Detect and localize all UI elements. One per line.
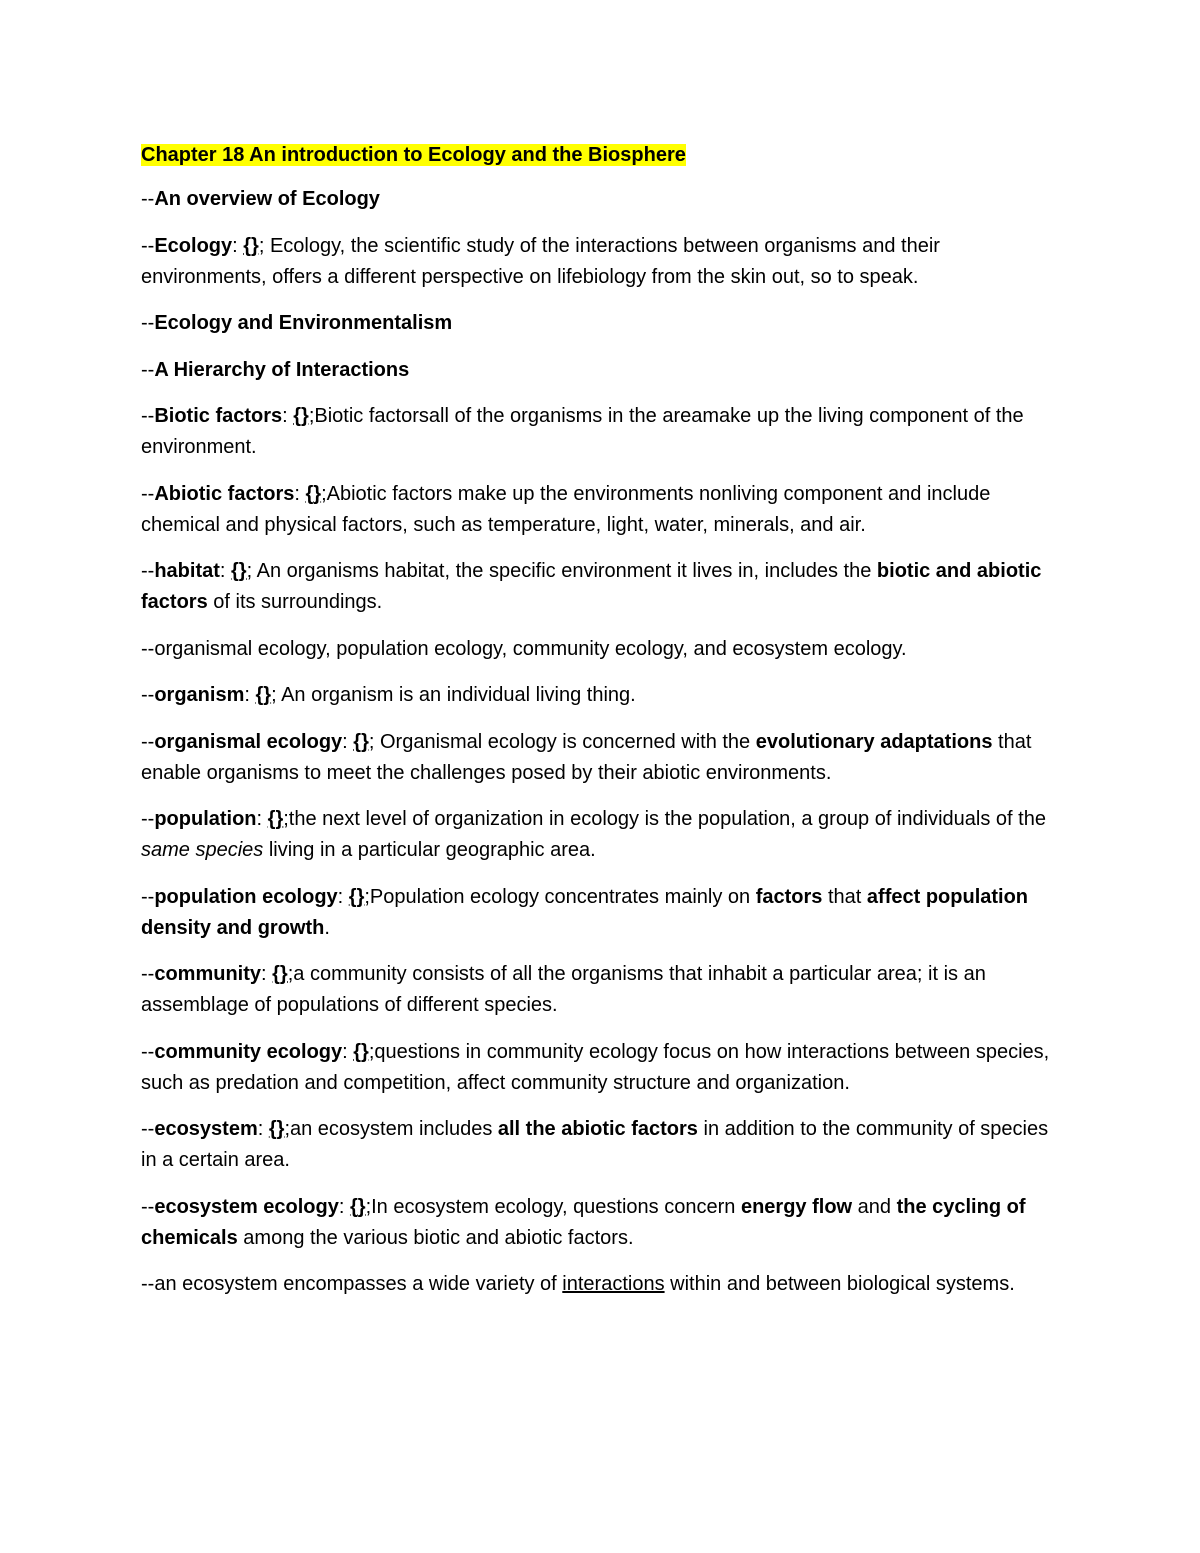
text-segment: ecosystem — [154, 1118, 258, 1140]
text-segment: affect population density and growth — [141, 885, 1029, 939]
text-segment: -- — [141, 963, 155, 985]
text-segment: {} — [231, 560, 247, 582]
text-segment: Abiotic factors — [154, 482, 295, 505]
para-biotic-factors — [141, 401, 1066, 463]
para-community — [141, 959, 1066, 1021]
text-segment: Biotic factors — [154, 405, 283, 427]
text-segment: ecosystem ecology — [154, 1195, 339, 1218]
text-segment: ;In ecosystem ecology, questions concern — [365, 1195, 741, 1218]
text-segment: Ecology and Environmentalism — [154, 312, 453, 334]
text-segment: : — [338, 1195, 350, 1218]
heading-hierarchy — [141, 355, 1066, 386]
text-segment: habitat — [154, 560, 220, 582]
para-ecosystem-ecology — [141, 1192, 1066, 1254]
text-segment: {} — [353, 1040, 369, 1063]
text-segment: {} — [305, 482, 322, 505]
text-segment: ; Organismal ecology is concerned with the — [368, 730, 756, 753]
text-segment: -- — [141, 684, 155, 706]
text-segment: in addition to the community of species in a certain area. — [141, 1118, 1049, 1171]
text-segment: living in a particular geographic area. — [263, 839, 596, 861]
text-segment: -- — [141, 358, 155, 381]
text-segment: : — [244, 684, 256, 706]
text-segment: : — [219, 560, 232, 582]
text-segment: population ecology — [154, 885, 338, 908]
document-body — [141, 184, 1066, 1300]
text-segment: ;a community consists of all the organisms that inhabit a particular area; it is an assemblage of populations of different species. — [141, 963, 986, 1016]
text-segment: {} — [293, 405, 309, 427]
text-segment: that — [822, 885, 867, 908]
text-segment: -- — [141, 808, 155, 830]
text-segment: that enable organisms to meet the challenges posed by their abiotic environments. — [141, 730, 1032, 784]
heading-overview — [141, 184, 1066, 215]
text-segment: : — [282, 405, 294, 427]
text-segment: all the abiotic factors — [497, 1118, 698, 1140]
text-segment: -- — [141, 885, 155, 908]
text-segment: {} — [268, 1118, 285, 1140]
text-segment: among the various biotic and abiotic factors. — [237, 1226, 634, 1249]
text-segment: population — [154, 808, 257, 830]
text-segment: energy flow — [740, 1195, 853, 1218]
text-segment: {} — [353, 730, 369, 753]
text-segment: same species — [141, 839, 264, 861]
text-segment: ;an ecosystem includes — [284, 1118, 498, 1140]
text-segment: community — [154, 963, 262, 985]
text-segment: factors — [755, 885, 823, 908]
para-ecology-levels — [141, 634, 1066, 665]
para-abiotic-factors — [141, 479, 1066, 541]
para-population — [141, 804, 1066, 866]
para-ecosystem — [141, 1114, 1066, 1176]
text-segment: --organismal ecology, population ecology, community ecology, and ecosystem ecology. — [141, 637, 907, 660]
text-segment: -- — [141, 560, 155, 582]
text-segment: organismal ecology — [154, 730, 343, 753]
text-segment: --an ecosystem encompasses a wide variety of — [141, 1273, 563, 1295]
text-segment: -- — [141, 1195, 155, 1218]
text-segment: ;questions in community ecology focus on how interactions between species, such as predation and competition, affect community structure and organization. — [141, 1040, 1050, 1094]
text-segment: : — [294, 482, 306, 505]
text-segment: ; An organism is an individual living thing. — [271, 684, 636, 706]
text-segment: {} — [255, 684, 272, 706]
title-highlight: Chapter 18 An introduction to Ecology and the Biosphere — [141, 144, 686, 166]
text-segment: organism — [154, 684, 245, 706]
text-segment: : — [342, 1040, 354, 1063]
para-population-ecology — [141, 882, 1066, 944]
heading-environmentalism — [141, 308, 1066, 339]
text-segment: {} — [267, 808, 284, 830]
text-segment: ; Ecology, the scientific study of the interactions between organisms and their environments, offers a different perspective on lifebiology from the skin out, so to speak. — [141, 234, 940, 288]
text-segment: ;Abiotic factors make up the environments nonliving component and include chemical and physical factors, such as temperature, light, water, minerals, and air. — [141, 482, 991, 536]
text-segment: and — [852, 1195, 897, 1218]
text-segment: {} — [272, 963, 288, 985]
text-segment: -- — [141, 234, 155, 257]
para-organism — [141, 680, 1066, 711]
para-ecology — [141, 231, 1066, 293]
text-segment: : — [342, 730, 354, 753]
text-segment: -- — [141, 1118, 155, 1140]
text-segment: -- — [141, 405, 155, 427]
para-interactions — [141, 1269, 1066, 1300]
text-segment: : — [261, 963, 273, 985]
text-segment: evolutionary adaptations — [755, 730, 993, 753]
text-segment: An overview of Ecology — [154, 188, 380, 210]
text-segment: ; An organisms habitat, the specific environment it lives in, includes the — [246, 560, 877, 582]
document-page — [141, 140, 1066, 1316]
text-segment: -- — [141, 730, 155, 753]
para-habitat — [141, 556, 1066, 618]
text-segment: community ecology — [154, 1040, 343, 1063]
text-segment: : — [257, 1118, 269, 1140]
text-segment: -- — [141, 312, 155, 334]
text-segment: {} — [243, 234, 259, 257]
text-segment: : — [337, 885, 349, 908]
text-segment: ;Biotic factorsall of the organisms in the areamake up the living component of the environment. — [141, 405, 1024, 458]
document-title — [141, 140, 1066, 171]
text-segment: : — [232, 234, 244, 257]
text-segment: interactions — [562, 1273, 665, 1295]
text-segment: {} — [349, 1195, 366, 1218]
para-organismal-ecology — [141, 727, 1066, 789]
text-segment: . — [324, 916, 330, 939]
text-segment: {} — [348, 885, 365, 908]
text-segment: -- — [141, 482, 155, 505]
text-segment: the cycling of chemicals — [141, 1195, 1026, 1249]
text-segment: ;the next level of organization in ecology is the population, a group of individuals of the — [283, 808, 1046, 830]
text-segment: -- — [141, 188, 155, 210]
para-community-ecology — [141, 1037, 1066, 1099]
text-segment: -- — [141, 1040, 155, 1063]
text-segment: of its surroundings. — [207, 591, 383, 613]
text-segment: : — [256, 808, 268, 830]
text-segment: biotic and abiotic factors — [141, 560, 1042, 613]
text-segment: A Hierarchy of Interactions — [154, 358, 410, 381]
text-segment: ;Population ecology concentrates mainly on — [364, 885, 756, 908]
text-segment: within and between biological systems. — [664, 1273, 1015, 1295]
text-segment: Ecology — [154, 234, 233, 257]
